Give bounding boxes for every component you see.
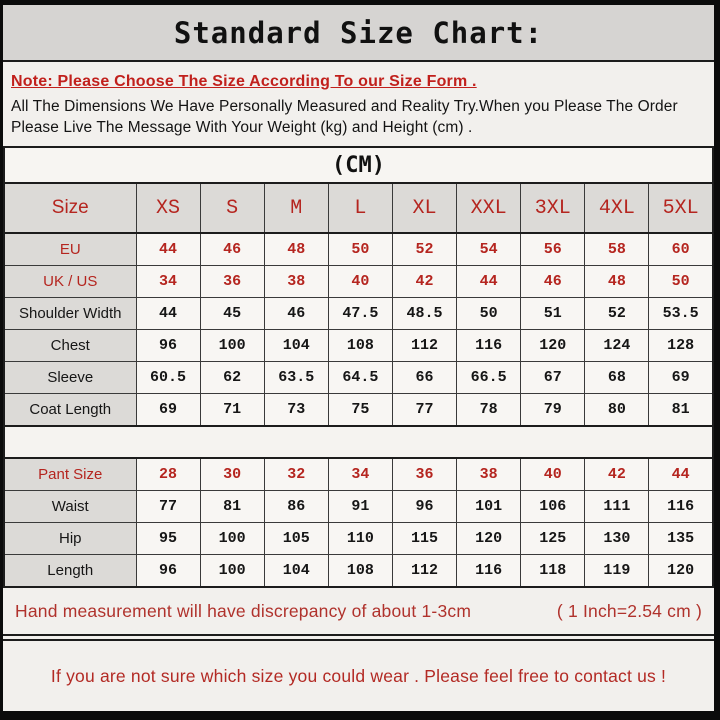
table-row-eu bbox=[4, 233, 713, 266]
value-cell: 44 bbox=[136, 298, 200, 330]
table-row-coat-length bbox=[4, 394, 713, 427]
row-label-uk-us: UK / US bbox=[4, 266, 136, 298]
note-headline: Note: Please Choose The Size According To our Size Form . bbox=[11, 73, 477, 90]
table-row-pant-size bbox=[4, 458, 713, 491]
row-label-pant-size: Pant Size bbox=[4, 458, 136, 491]
table-row-shoulder-width bbox=[4, 298, 713, 330]
value-cell: 46 bbox=[200, 233, 264, 266]
row-label-hip: Hip bbox=[4, 523, 136, 555]
value-cell: 34 bbox=[328, 458, 392, 491]
value-cell: 100 bbox=[200, 523, 264, 555]
table-row-sleeve bbox=[4, 362, 713, 394]
value-cell: 116 bbox=[457, 330, 521, 362]
value-cell: 120 bbox=[649, 555, 713, 588]
value-cell: 115 bbox=[392, 523, 456, 555]
value-cell: 48 bbox=[264, 233, 328, 266]
value-cell: 108 bbox=[328, 555, 392, 588]
note-body-line1: All The Dimensions We Have Personally Measured and Reality Try.When you Please The Order bbox=[11, 98, 678, 115]
value-cell: 125 bbox=[521, 523, 585, 555]
value-cell: 110 bbox=[328, 523, 392, 555]
value-cell: 58 bbox=[585, 233, 649, 266]
value-cell: 116 bbox=[457, 555, 521, 588]
value-cell: 42 bbox=[585, 458, 649, 491]
value-cell: 63.5 bbox=[264, 362, 328, 394]
value-cell: 118 bbox=[521, 555, 585, 588]
size-table-body bbox=[4, 147, 713, 587]
value-cell: 44 bbox=[136, 233, 200, 266]
value-cell: 66.5 bbox=[457, 362, 521, 394]
value-cell: 46 bbox=[264, 298, 328, 330]
value-cell: 96 bbox=[136, 330, 200, 362]
value-cell: 79 bbox=[521, 394, 585, 427]
value-cell: 100 bbox=[200, 555, 264, 588]
value-cell: 44 bbox=[649, 458, 713, 491]
value-cell: 77 bbox=[392, 394, 456, 427]
value-cell: 60 bbox=[649, 233, 713, 266]
value-cell: 81 bbox=[649, 394, 713, 427]
row-label-waist: Waist bbox=[4, 491, 136, 523]
value-cell: 67 bbox=[521, 362, 585, 394]
column-header-s: S bbox=[200, 183, 264, 233]
value-cell: 78 bbox=[457, 394, 521, 427]
value-cell: 77 bbox=[136, 491, 200, 523]
row-label-sleeve: Sleeve bbox=[4, 362, 136, 394]
value-cell: 112 bbox=[392, 330, 456, 362]
section-spacer bbox=[4, 426, 713, 458]
value-cell: 36 bbox=[200, 266, 264, 298]
value-cell: 135 bbox=[649, 523, 713, 555]
value-cell: 71 bbox=[200, 394, 264, 427]
value-cell: 64.5 bbox=[328, 362, 392, 394]
value-cell: 100 bbox=[200, 330, 264, 362]
value-cell: 75 bbox=[328, 394, 392, 427]
inch-conversion-text: ( 1 Inch=2.54 cm ) bbox=[556, 600, 702, 621]
title-banner bbox=[3, 5, 714, 62]
value-cell: 80 bbox=[585, 394, 649, 427]
table-row-hip bbox=[4, 523, 713, 555]
value-cell: 73 bbox=[264, 394, 328, 427]
value-cell: 48 bbox=[585, 266, 649, 298]
column-header-m: M bbox=[264, 183, 328, 233]
row-label-chest: Chest bbox=[4, 330, 136, 362]
measurement-note-text: Hand measurement will have discrepancy of about 1-3cm bbox=[15, 600, 472, 621]
measurement-note-bar bbox=[3, 588, 714, 636]
value-cell: 120 bbox=[521, 330, 585, 362]
value-cell: 96 bbox=[136, 555, 200, 588]
value-cell: 52 bbox=[392, 233, 456, 266]
value-cell: 30 bbox=[200, 458, 264, 491]
value-cell: 95 bbox=[136, 523, 200, 555]
size-table bbox=[3, 146, 714, 588]
value-cell: 38 bbox=[457, 458, 521, 491]
value-cell: 38 bbox=[264, 266, 328, 298]
unit-label: (CM) bbox=[4, 147, 713, 183]
column-header-3xl: 3XL bbox=[521, 183, 585, 233]
table-row-length bbox=[4, 555, 713, 588]
value-cell: 68 bbox=[585, 362, 649, 394]
value-cell: 50 bbox=[457, 298, 521, 330]
value-cell: 112 bbox=[392, 555, 456, 588]
spacer-row bbox=[4, 426, 713, 458]
value-cell: 106 bbox=[521, 491, 585, 523]
unit-row bbox=[4, 147, 713, 183]
value-cell: 45 bbox=[200, 298, 264, 330]
value-cell: 101 bbox=[457, 491, 521, 523]
row-label-coat-length: Coat Length bbox=[4, 394, 136, 427]
value-cell: 28 bbox=[136, 458, 200, 491]
value-cell: 50 bbox=[649, 266, 713, 298]
value-cell: 60.5 bbox=[136, 362, 200, 394]
value-cell: 52 bbox=[585, 298, 649, 330]
value-cell: 96 bbox=[392, 491, 456, 523]
contact-note-text: If you are not sure which size you could wear . Please feel free to contact us ! bbox=[50, 665, 667, 686]
table-row-waist bbox=[4, 491, 713, 523]
value-cell: 47.5 bbox=[328, 298, 392, 330]
value-cell: 104 bbox=[264, 330, 328, 362]
value-cell: 32 bbox=[264, 458, 328, 491]
column-header-5xl: 5XL bbox=[649, 183, 713, 233]
value-cell: 128 bbox=[649, 330, 713, 362]
value-cell: 116 bbox=[649, 491, 713, 523]
value-cell: 104 bbox=[264, 555, 328, 588]
value-cell: 69 bbox=[136, 394, 200, 427]
value-cell: 120 bbox=[457, 523, 521, 555]
page-title: Standard Size Chart: bbox=[173, 15, 544, 50]
column-header-l: L bbox=[328, 183, 392, 233]
value-cell: 105 bbox=[264, 523, 328, 555]
row-label-eu: EU bbox=[4, 233, 136, 266]
row-label-shoulder-width: Shoulder Width bbox=[4, 298, 136, 330]
value-cell: 54 bbox=[457, 233, 521, 266]
value-cell: 91 bbox=[328, 491, 392, 523]
value-cell: 46 bbox=[521, 266, 585, 298]
value-cell: 111 bbox=[585, 491, 649, 523]
column-header-row bbox=[4, 183, 713, 233]
value-cell: 48.5 bbox=[392, 298, 456, 330]
value-cell: 108 bbox=[328, 330, 392, 362]
value-cell: 130 bbox=[585, 523, 649, 555]
value-cell: 40 bbox=[328, 266, 392, 298]
value-cell: 81 bbox=[200, 491, 264, 523]
note-section bbox=[3, 62, 714, 146]
value-cell: 51 bbox=[521, 298, 585, 330]
value-cell: 34 bbox=[136, 266, 200, 298]
value-cell: 42 bbox=[392, 266, 456, 298]
size-header-label: Size bbox=[4, 183, 136, 233]
value-cell: 36 bbox=[392, 458, 456, 491]
table-row-uk-us bbox=[4, 266, 713, 298]
value-cell: 56 bbox=[521, 233, 585, 266]
value-cell: 53.5 bbox=[649, 298, 713, 330]
value-cell: 40 bbox=[521, 458, 585, 491]
value-cell: 62 bbox=[200, 362, 264, 394]
value-cell: 119 bbox=[585, 555, 649, 588]
column-header-xl: XL bbox=[392, 183, 456, 233]
value-cell: 69 bbox=[649, 362, 713, 394]
value-cell: 66 bbox=[392, 362, 456, 394]
row-label-length: Length bbox=[4, 555, 136, 588]
table-row-chest bbox=[4, 330, 713, 362]
column-header-xxl: XXL bbox=[457, 183, 521, 233]
value-cell: 50 bbox=[328, 233, 392, 266]
contact-note-bar bbox=[3, 639, 714, 711]
value-cell: 86 bbox=[264, 491, 328, 523]
column-header-4xl: 4XL bbox=[585, 183, 649, 233]
note-body-line2: Please Live The Message With Your Weight (kg) and Height (cm) . bbox=[11, 119, 473, 136]
value-cell: 44 bbox=[457, 266, 521, 298]
column-header-xs: XS bbox=[136, 183, 200, 233]
value-cell: 124 bbox=[585, 330, 649, 362]
